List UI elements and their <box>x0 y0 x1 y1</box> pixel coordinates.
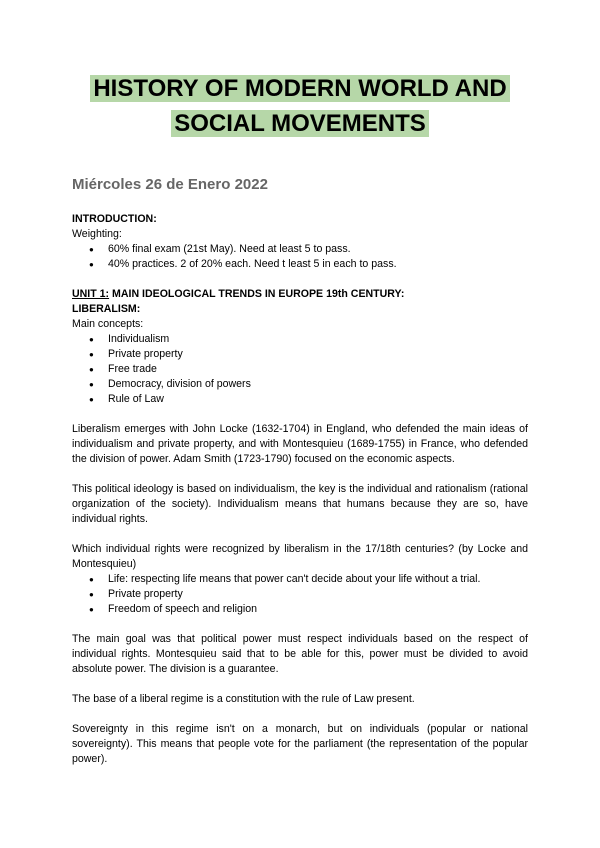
document-title-line-2: SOCIAL MOVEMENTS <box>0 105 600 143</box>
list-item: ● Freedom of speech and religion <box>72 602 528 617</box>
list-item: ● 60% final exam (21st May). Need at least 5 to pass. <box>72 242 528 257</box>
weighting-label: Weighting: <box>72 228 122 240</box>
concepts-list <box>72 332 528 407</box>
main-concepts-label: Main concepts: <box>72 318 144 330</box>
document-title-line-1: HISTORY OF MODERN WORLD AND <box>0 70 600 108</box>
weighting-list <box>72 242 528 272</box>
paragraph: Which individual rights were recognized by liberalism in the 17/18th centuries? (by Locke and Montesquieu) <box>72 543 528 570</box>
unit-title: MAIN IDEOLOGICAL TRENDS IN EUROPE 19th CENTURY: <box>109 288 405 300</box>
unit-label: UNIT 1: <box>72 288 110 300</box>
lecture-date: Miércoles 26 de Enero 2022 <box>72 176 268 193</box>
paragraph: Sovereignty in this regime isn't on a monarch, but on individuals (popular or national sovereignty). This means that people vote for the parliament (the representation of the popular power). <box>72 723 528 765</box>
document-body <box>72 212 528 767</box>
list-item: ● Individualism <box>72 332 528 347</box>
paragraph: This political ideology is based on individualism, the key is the individual and rationalism (rational organization of the society). Individualism means that humans because they are so, have individual rights. <box>72 483 528 525</box>
list-item: ● Private property <box>72 347 528 362</box>
list-item: ● Rule of Law <box>72 392 528 407</box>
list-item: ● 40% practices. 2 of 20% each. Need t least 5 in each to pass. <box>72 257 528 272</box>
list-item: ● Democracy, division of powers <box>72 377 528 392</box>
paragraph: The base of a liberal regime is a constitution with the rule of Law present. <box>72 693 415 705</box>
liberalism-heading: LIBERALISM: <box>72 303 141 315</box>
rights-list <box>72 572 528 617</box>
paragraph: The main goal was that political power must respect individuals based on the respect of individual rights. Montesquieu said that to be able for this, power must be divided to avoid absolute power. The division is a guarantee. <box>72 633 528 675</box>
unit-heading <box>72 287 528 302</box>
paragraph: Liberalism emerges with John Locke (1632-1704) in England, who defended the main ideas of individualism and private property, and with Montesquieu (1689-1755) in France, who defended the division of power. Adam Smith (1723-1790) focused on the economic aspects. <box>72 423 528 465</box>
list-item: ● Life: respecting life means that power can't decide about your life without a trial. <box>72 572 528 587</box>
introduction-heading: INTRODUCTION: <box>72 213 157 225</box>
list-item: ● Private property <box>72 587 528 602</box>
list-item: ● Free trade <box>72 362 528 377</box>
